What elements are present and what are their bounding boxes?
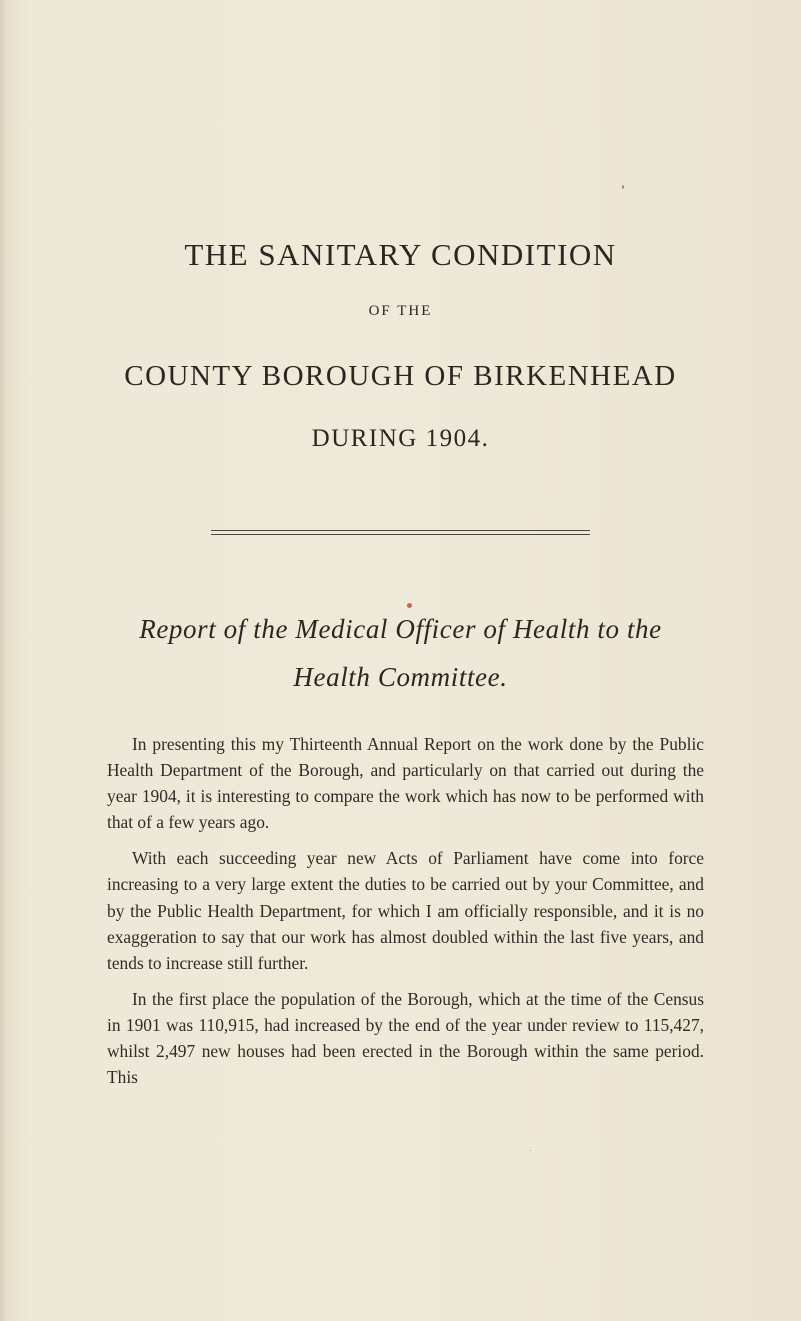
double-rule-bottom-right <box>401 534 590 535</box>
subtitle-line-2: Health Committee. <box>293 662 508 692</box>
title-line-2: OF THE <box>368 303 433 319</box>
title-line-4: DURING 1904. <box>311 425 490 452</box>
paper-speck <box>530 1150 531 1151</box>
ornament-dot <box>407 603 412 608</box>
page-edge-shadow <box>0 0 8 1321</box>
subtitle-line-1: Report of the Medical Officer of Health to the <box>139 614 662 644</box>
paragraph-3: In the first place the population of the Borough, which at the time of the Census in 1901 was 110,915, had increased by the end of the year under review to 115,427, whilst 2,497 new houses had been erected in the Borough within the same period. This <box>107 988 704 1088</box>
title-line-1: THE SANITARY CONDITION <box>184 237 617 272</box>
report-body <box>107 731 704 1100</box>
double-rule-top <box>211 530 401 531</box>
paper-speck <box>622 185 624 189</box>
paragraph-1: In presenting this my Thirteenth Annual Report on the work done by the Public Health Department of the Borough, and particularly on that carried out during the year 1904, it is interesting to compare the work which has now to be performed with that of a few years ago. <box>107 734 704 833</box>
double-rule-bottom <box>211 534 401 535</box>
double-rule-top-right <box>401 530 590 531</box>
paragraph-2: With each succeeding year new Acts of Parliament have come into force increasing to a very large extent the duties to be carried out by your Committee, and by the Public Health Department, for which I am officially responsible, and it is no exaggeration to say that our work has almost doubled within the last five years, and tends to increase still further. <box>107 848 704 973</box>
title-line-3: COUNTY BOROUGH OF BIRKENHEAD <box>124 360 677 392</box>
